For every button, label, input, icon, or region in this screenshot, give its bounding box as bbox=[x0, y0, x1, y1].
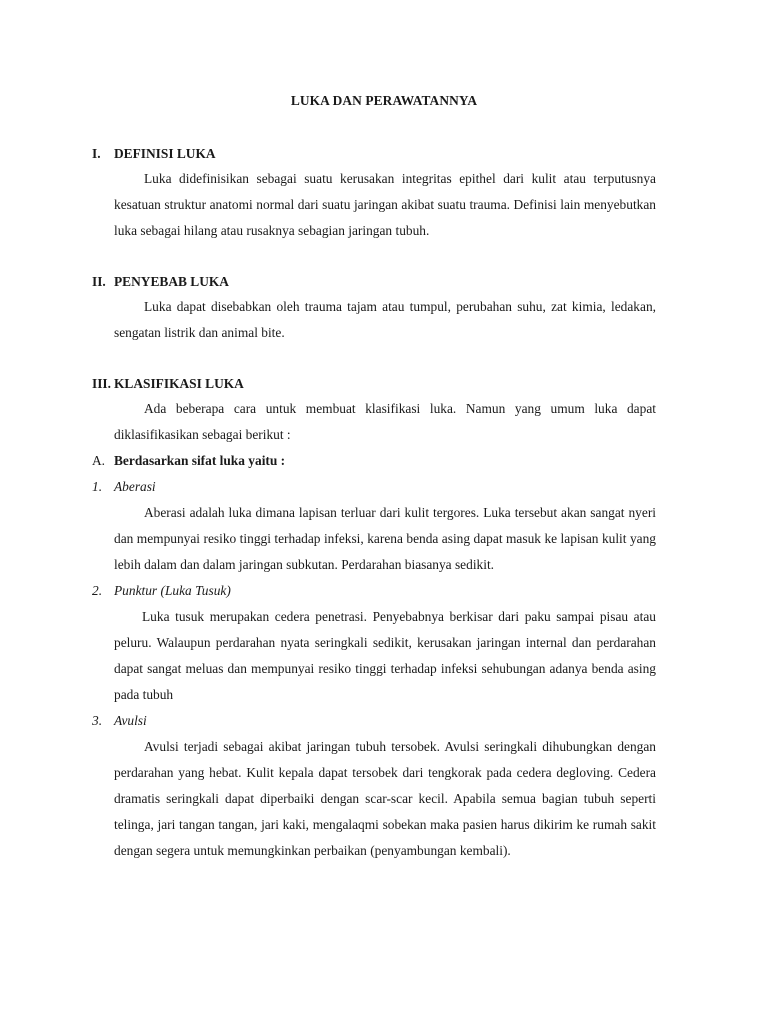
section-number: II. bbox=[92, 274, 106, 289]
section-heading-penyebab bbox=[92, 270, 658, 294]
section-heading-klasifikasi bbox=[92, 372, 658, 396]
section-paragraph-klasifikasi: Ada beberapa cara untuk membuat klasifikasi luka. Namun yang umum luka dapat diklasifikasikan sebagai berikut : bbox=[114, 401, 656, 442]
list-item-text: Avulsi terjadi sebagai akibat jaringan tubuh tersobek. Avulsi seringkali dihubungkan dengan perdarahan yang hebat. Kulit kepala dapat tersobek dari tengkorak pada cedera degloving. Cedera dramatis seringkali dapat diperbaiki dengan scar-scar kecil. Apabila semua bagian tubuh seperti telinga, jari tangan tangan, jari kaki, mengalaqmi sobekan maka pasien harus dikirim ke rumah sakit dengan segera untuk memungkinkan perbaikan (penyambungan kembali). bbox=[114, 739, 656, 858]
document-title: LUKA DAN PERAWATANNYA bbox=[290, 93, 478, 108]
section-paragraph-definisi: Luka didefinisikan sebagai suatu kerusakan integritas epithel dari kulit atau terputusnya kesatuan struktur anatomi normal dari suatu jaringan akibat suatu trauma. Definisi lain menyebutkan luka sebagai hilang atau rusaknya sebagian jaringan tubuh. bbox=[114, 171, 656, 238]
list-item-text: Aberasi adalah luka dimana lapisan terluar dari kulit tergores. Luka tersebut akan sangat nyeri dan mempunyai resiko tinggi terhadap infeksi, karena benda asing dapat masuk ke lapisan kulit yang lebih dalam dan dalam jaringan subkutan. Perdarahan biasanya sedikit. bbox=[114, 505, 656, 572]
list-item-heading bbox=[92, 474, 658, 500]
list-item-title: Avulsi bbox=[114, 713, 147, 728]
list-item-title: Aberasi bbox=[114, 479, 156, 494]
list-item-text: Luka tusuk merupakan cedera penetrasi. Penyebabnya berkisar dari paku sampai pisau atau peluru. Walaupun perdarahan nyata seringkali sedikit, kerusakan jaringan internal dan perdarahan dapat sangat meluas dan mempunyai resiko tinggi terhadap infeksi sehubungan adanya benda asing pada tubuh bbox=[114, 609, 656, 702]
list-item-heading bbox=[92, 708, 658, 734]
list-item-number: 3. bbox=[92, 713, 103, 728]
section-number: III. bbox=[92, 376, 111, 391]
section-spacer bbox=[92, 346, 658, 372]
list-item-heading bbox=[92, 578, 658, 604]
section-spacer bbox=[92, 244, 658, 270]
section-paragraph-penyebab: Luka dapat disebabkan oleh trauma tajam atau tumpul, perubahan suhu, zat kimia, ledakan, sengatan listrik dan animal bite. bbox=[114, 299, 656, 340]
section-heading-definisi bbox=[92, 142, 658, 166]
section-title: DEFINISI LUKA bbox=[114, 146, 216, 161]
section-title: PENYEBAB LUKA bbox=[114, 274, 229, 289]
section-number: I. bbox=[92, 146, 101, 161]
list-item-title: Punktur (Luka Tusuk) bbox=[114, 583, 231, 598]
subsection-heading bbox=[92, 448, 658, 474]
subsection-letter: A. bbox=[92, 453, 106, 468]
list-item-number: 1. bbox=[92, 479, 103, 494]
subsection-title: Berdasarkan sifat luka yaitu : bbox=[114, 453, 286, 468]
section-title: KLASIFIKASI LUKA bbox=[114, 376, 244, 391]
list-item-number: 2. bbox=[92, 583, 103, 598]
